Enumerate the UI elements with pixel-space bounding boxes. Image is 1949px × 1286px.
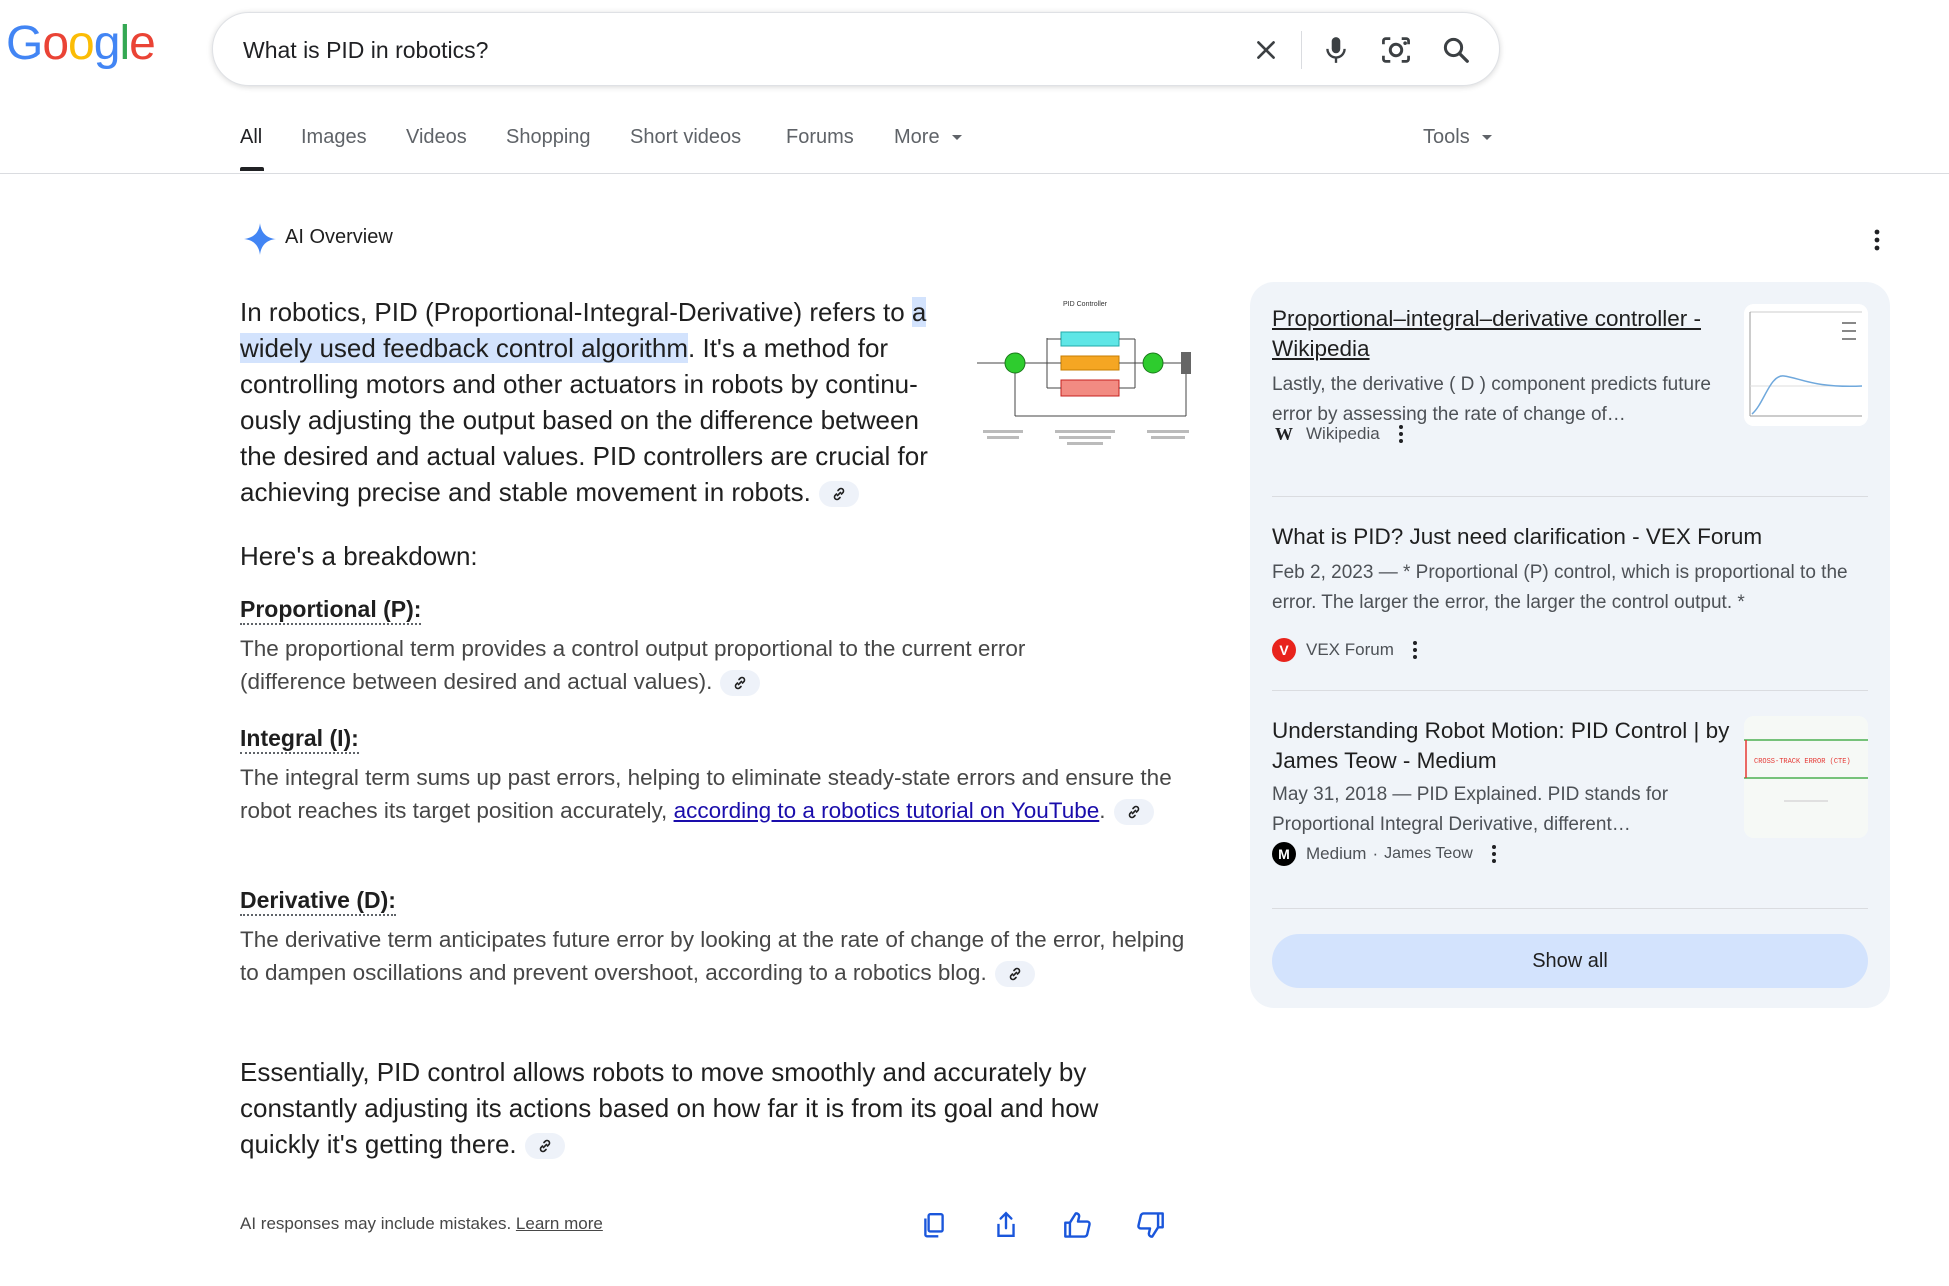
tab-more[interactable] [894, 126, 963, 149]
tools-button[interactable] [1423, 126, 1493, 149]
source-attribution [1272, 422, 1404, 446]
vex-forum-icon: V [1272, 638, 1296, 662]
intro-highlight[interactable]: a widely used feedback control algorithm [240, 297, 927, 363]
term-heading[interactable]: Proportional (P): [240, 596, 421, 625]
card-divider [1272, 690, 1868, 691]
intro-text-pre: In robotics, PID (Proportional-Integral-Derivative) refers to [240, 297, 912, 327]
term-derivative [240, 887, 396, 914]
more-options-icon[interactable] [1412, 640, 1418, 660]
term-heading[interactable]: Integral (I): [240, 725, 359, 754]
card-divider [1272, 908, 1868, 909]
more-options-icon[interactable] [1398, 424, 1404, 444]
youtube-tutorial-link[interactable]: according to a robotics tutorial on YouTube [673, 798, 1100, 823]
tab-videos[interactable]: Videos [406, 126, 467, 148]
thumbnail-text: CROSS-TRACK ERROR (CTE) [1754, 758, 1851, 766]
source-thumbnail[interactable] [1744, 716, 1868, 838]
google-logo[interactable]: Google [6, 17, 155, 70]
summary-text: Essentially, PID control allows robots to move smoothly and accurately by constantly adjusting its actions based on how far it is from its goal and how quickly it's getting there. [240, 1057, 1099, 1159]
citation-link-icon[interactable] [995, 961, 1035, 987]
term-text: The integral term sums up past errors, helping to eliminate steady-state errors and ensure the robot reaches its target position accurately, [240, 765, 1172, 823]
source-thumbnail[interactable] [1744, 304, 1868, 426]
tab-short-videos[interactable]: Short videos [630, 126, 742, 148]
sources-panel [1250, 282, 1890, 1008]
header-divider [0, 173, 1949, 174]
search-input[interactable]: What is PID in robotics? [243, 37, 489, 63]
thumbs-up-icon[interactable] [1060, 1207, 1096, 1243]
breakdown-heading: Here's a breakdown: [240, 541, 478, 571]
term-integral-desc [240, 761, 1180, 827]
term-derivative-desc [240, 923, 1190, 989]
microphone-icon[interactable] [1317, 31, 1355, 69]
source-title[interactable]: Understanding Robot Motion: PID Control | by James Teow - Medium [1272, 718, 1730, 773]
source-card-vex-forum[interactable] [1272, 522, 1868, 618]
tab-all[interactable]: All [240, 126, 263, 148]
source-name: Medium [1306, 844, 1367, 863]
term-text: The proportional term provides a control output proportional to the current error (difference between desired and actual values). [240, 636, 1026, 694]
term-proportional-desc [240, 632, 1100, 698]
medium-icon: M [1272, 842, 1296, 866]
source-author: James Teow [1384, 845, 1473, 862]
term-integral [240, 725, 359, 752]
intro-text-post: . It's a method for controlling motors and other actuators in robots by continu-ously adjusting the output based on the difference between the desired and actual values. PID controllers are crucial for achieving precise and stable movement in robots. [240, 333, 928, 507]
copy-icon[interactable] [916, 1207, 952, 1243]
disclaimer-text: AI responses may include mistakes. [240, 1214, 512, 1233]
source-title[interactable]: Proportional–integral–derivative controller - Wikipedia [1272, 306, 1701, 361]
active-tab-indicator [240, 167, 264, 171]
ai-overview-summary [240, 1054, 1160, 1162]
share-icon[interactable] [988, 1207, 1024, 1243]
caret-down-icon [1481, 134, 1493, 142]
card-divider [1272, 496, 1868, 497]
clear-icon[interactable] [1247, 31, 1285, 69]
learn-more-link[interactable]: Learn more [515, 1214, 603, 1233]
ai-disclaimer [240, 1214, 603, 1234]
caret-down-icon [951, 134, 963, 142]
term-text-end: . [1099, 798, 1106, 823]
term-text: The derivative term anticipates future error by looking at the rate of change of the error, helping to dampen oscillations and prevent overshoot, according to a robotics blog. [240, 927, 1185, 985]
tab-images[interactable]: Images [301, 126, 367, 148]
source-title[interactable]: What is PID? Just need clarification - VEX Forum [1272, 524, 1763, 549]
pid-diagram-image[interactable] [975, 296, 1195, 456]
show-all-button[interactable]: Show all [1272, 934, 1868, 988]
source-name: VEX Forum [1306, 640, 1394, 659]
citation-link-icon[interactable] [1114, 799, 1154, 825]
lens-icon[interactable] [1377, 31, 1415, 69]
search-box[interactable] [212, 12, 1500, 86]
thumbs-down-icon[interactable] [1132, 1207, 1168, 1243]
citation-link-icon[interactable] [720, 670, 760, 696]
tools-label: Tools [1423, 126, 1470, 148]
citation-link-icon[interactable] [525, 1133, 565, 1159]
citation-link-icon[interactable] [819, 481, 859, 507]
more-options-icon[interactable] [1869, 226, 1885, 254]
more-options-icon[interactable] [1491, 844, 1497, 864]
source-snippet: Lastly, the derivative ( D ) component predicts future error by assessing the rate of change of… [1272, 374, 1711, 425]
tab-forums[interactable]: Forums [786, 126, 854, 148]
source-attribution [1272, 842, 1497, 866]
source-snippet: Feb 2, 2023 — * Proportional (P) control, which is proportional to the error. The larger the error, the larger the control output. * [1272, 562, 1848, 613]
wikipedia-icon: W [1275, 423, 1293, 444]
term-heading[interactable]: Derivative (D): [240, 887, 396, 916]
separator-dot: · [1372, 844, 1379, 863]
search-icon[interactable] [1437, 31, 1475, 69]
source-attribution [1272, 638, 1418, 662]
source-snippet: May 31, 2018 — PID Explained. PID stands for Proportional Integral Derivative, different… [1272, 784, 1669, 835]
ai-overview-intro [240, 294, 960, 510]
search-divider [1301, 31, 1302, 69]
ai-overview-title: AI Overview [285, 226, 393, 248]
diagram-title: PID Controller [1063, 301, 1107, 308]
tab-shopping[interactable]: Shopping [506, 126, 591, 148]
tab-more-label: More [894, 126, 940, 148]
source-name: Wikipedia [1306, 424, 1380, 443]
gemini-sparkle-icon [243, 222, 277, 261]
term-proportional [240, 596, 421, 623]
